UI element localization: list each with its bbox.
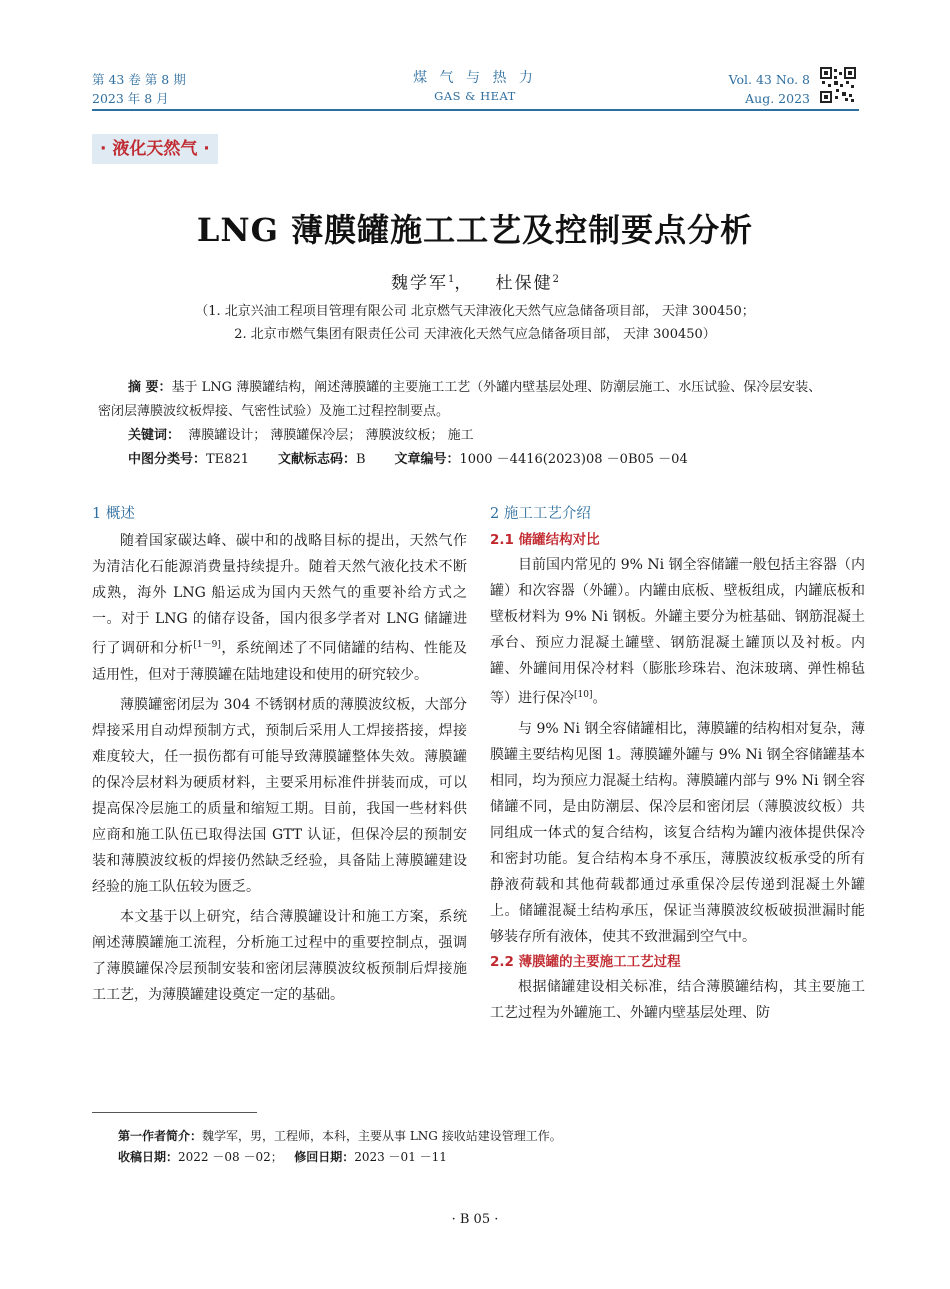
keywords-label: 关键词： [128, 428, 181, 443]
affiliation-mark: 1 [448, 274, 455, 285]
revised-date: 2023 －01 －11 [354, 1150, 447, 1164]
journal-name-en: GAS & HEAT [434, 89, 516, 103]
clc-value: TE821 [206, 452, 249, 467]
footnote-divider [92, 1112, 257, 1113]
received-date: 2022 －08 －02； [178, 1150, 283, 1164]
volume-issue: 第 43 卷 第 8 期 [92, 72, 186, 87]
page-header [0, 0, 950, 112]
subsection-heading-2-1: 2.1 储罐结构对比 [490, 532, 600, 548]
abstract-block [98, 376, 828, 472]
doc-code-value: B [355, 452, 366, 467]
issue-date: 2023 年 8 月 [92, 91, 169, 106]
body-paragraph [92, 528, 467, 688]
abstract-paragraph [98, 376, 828, 424]
abstract-label: 摘 要： [128, 380, 172, 395]
clc-label: 中图分类号： [128, 452, 207, 467]
author-name: 魏学军 [391, 273, 449, 294]
abstract-text: 基于 LNG 薄膜罐结构，阐述薄膜罐的主要施工工艺（外罐内壁基层处理、防潮层施工、水压试验、保冷层安装、密闭层薄膜波纹板焊接、气密性试验）及施工过程控制要点。 [98, 380, 822, 419]
article-number-value: 1000 －4416(2023)08 －0B05 －04 [459, 452, 688, 467]
body-paragraph: 本文基于以上研究，结合薄膜罐设计和施工方案，系统阐述薄膜罐施工流程，分析施工过程中的重要控制点，强调了薄膜罐保冷层预制安装和密闭层薄膜波纹板预制后焊接施工工艺，为薄膜罐建设奠定一定的基础。 [92, 908, 467, 1003]
paragraph-text: 目前国内常见的 9% Ni 钢全容储罐一般包括主容器（内罐）和次容器（外罐）。内罐由底板、壁板组成，内罐底板和壁板材料为 9% Ni 钢板。外罐主要分为桩基础、钢筋混凝土承台、预应力混凝土罐壁、钢筋混凝土罐顶以及衬板。内罐、外罐间用保冷材料（膨胀珍珠岩、泡沫玻璃、弹性棉毡等）进行保冷 [490, 557, 865, 707]
subsection-heading-2-2: 2.2 薄膜罐的主要施工工艺过程 [490, 953, 681, 970]
doc-code-label: 文献标志码： [277, 452, 356, 467]
section-tag: · 液化天然气 · [92, 134, 218, 164]
classification-line [128, 448, 828, 472]
body-paragraph [490, 552, 865, 712]
header-divider [92, 109, 859, 111]
citation-ref: [10] [574, 690, 593, 700]
affiliations [0, 300, 950, 346]
author-bio-label: 第一作者简介： [118, 1129, 203, 1143]
page-number: · B 05 · [451, 1212, 499, 1227]
author-name: 杜保健 [495, 273, 553, 294]
right-column [490, 502, 865, 1026]
author-separator: ， [454, 273, 474, 294]
section-heading-1: 1 概述 [92, 506, 135, 522]
body-paragraph: 与 9% Ni 钢全容储罐相比，薄膜罐的结构相对复杂，薄膜罐主要结构见图 1。薄膜罐外罐与 9% Ni 钢全容储罐基本相同，均为预应力混凝土结构。薄膜罐内部与 9% Ni 钢全容储罐不同，是由防潮层、保冷层和密闭层（薄膜波纹板）共同组成一体式的复合结构，该复合结构为罐内液体提供保冷和密封功能。复合结构本身不承压，薄膜波纹板承受的所有静液荷载和其他荷载都通过承重保冷层传递到混凝土外罐上。储罐混凝土结构承压，保证当薄膜波纹板破损泄漏时能够装存所有液体，使其不致泄漏到空气中。 [490, 720, 865, 945]
body-paragraph: 薄膜罐密闭层为 304 不锈钢材质的薄膜波纹板，大部分焊接采用自动焊预制方式，预制后采用人工焊接搭接，焊接难度较大，任一损伤都有可能导致薄膜罐整体失效。薄膜罐的保冷层材料为硬质材料，主要采用标准件拼装而成，可以提高保冷层施工的质量和缩短工期。目前，我国一些材料供应商和施工队伍已取得法国 GTT 认证，但保冷层的预制安装和薄膜波纹板的焊接仍然缺乏经验，具备陆上薄膜罐建设经验的施工队伍较为匮乏。 [92, 696, 467, 895]
keywords-text: 薄膜罐设计； 薄膜罐保冷层； 薄膜波纹板； 施工 [188, 428, 474, 443]
qr-code-icon [820, 67, 856, 103]
article-number-label: 文章编号： [394, 452, 460, 467]
affiliation-mark: 2 [552, 274, 559, 285]
affiliation-line: （1. 北京兴油工程项目管理有限公司 北京燃气天津液化天然气应急储备项目部， 天津 300450； [195, 304, 755, 319]
issue-date-en: Aug. 2023 [745, 91, 810, 106]
received-label: 收稿日期： [118, 1150, 179, 1164]
paragraph-text: 随着国家碳达峰、碳中和的战略目标的提出，天然气作为清洁化石能源消费量持续提升。随着天然气液化技术不断成熟，海外 LNG 船运成为国内天然气的重要补给方式之一。对于 LNG 的储存设备，国内很多学者对 LNG 储罐进行了调研和分析 [92, 533, 467, 657]
issue-info-en [729, 70, 810, 108]
author-bio-text: 魏学军，男，工程师，本科，主要从事 LNG 接收站建设管理工作。 [202, 1129, 562, 1143]
revised-label: 修回日期： [294, 1150, 355, 1164]
author-line [0, 268, 950, 296]
volume-issue-en: Vol. 43 No. 8 [728, 72, 810, 87]
author-bio [118, 1126, 562, 1147]
paragraph-text: 。 [592, 690, 607, 707]
affiliation-line: 2. 北京市燃气集团有限责任公司 天津液化天然气应急储备项目部， 天津 300450） [234, 327, 716, 342]
footnote [118, 1126, 562, 1168]
article-title: LNG 薄膜罐施工工艺及控制要点分析 [196, 211, 754, 249]
dates-line [118, 1147, 562, 1168]
left-column [92, 502, 467, 1008]
citation-ref: [1－9] [193, 640, 221, 650]
journal-name-cn: 煤 气 与 热 力 [413, 70, 537, 86]
section-heading-2: 2 施工工艺介绍 [490, 506, 591, 522]
paragraph-text: ，系统阐述了不同储罐的结构、性能及适用性，但对于薄膜罐在陆地建设和使用的研究较少。 [92, 640, 467, 683]
body-paragraph: 根据储罐建设相关标准，结合薄膜罐结构，其主要施工工艺过程为外罐施工、外罐内壁基层处理、防 [490, 978, 865, 1021]
keywords-line [128, 424, 828, 448]
